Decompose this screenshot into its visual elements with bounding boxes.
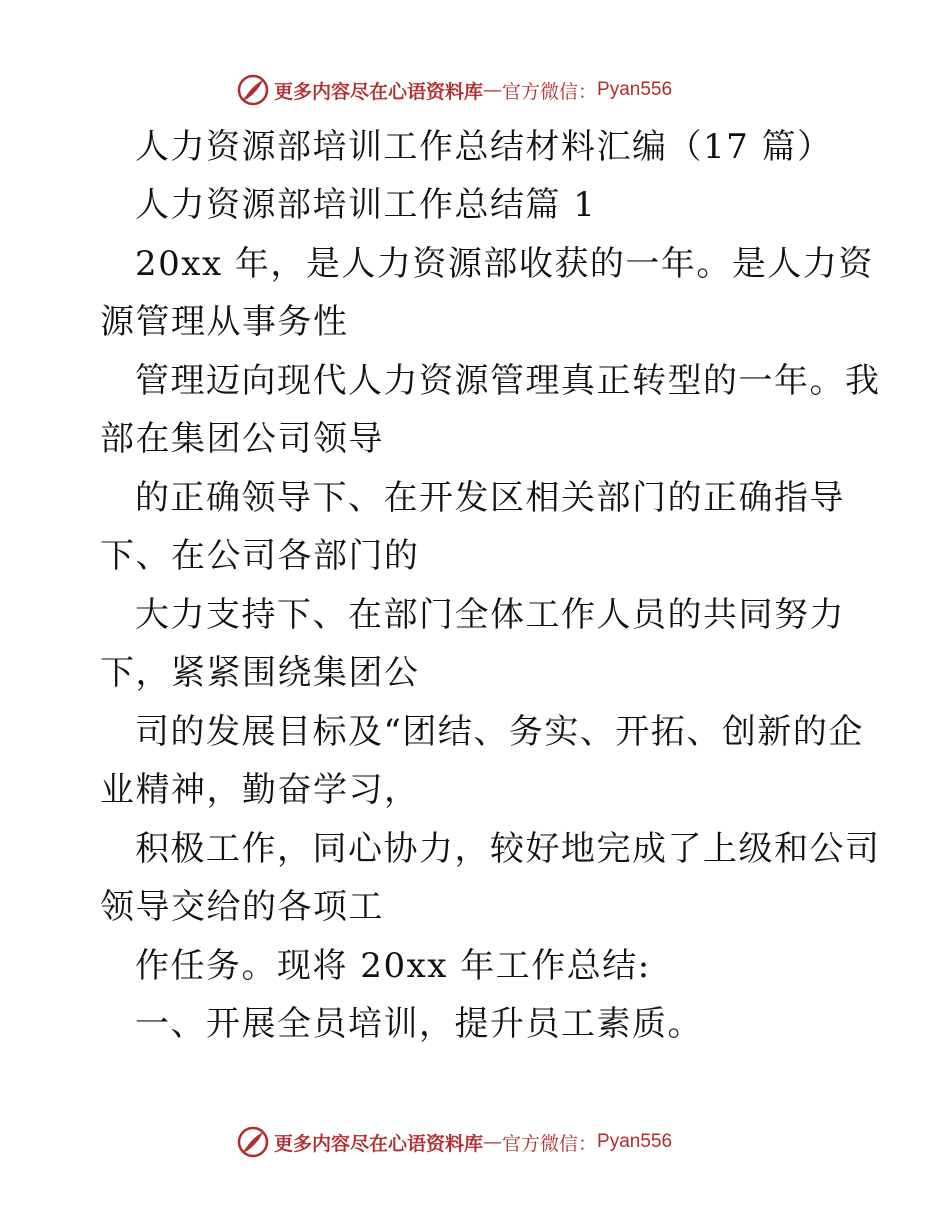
paragraph-line: 部在集团公司领导 — [100, 419, 384, 459]
section-heading: 一、开展全员培训，提升员工素质。 — [135, 1004, 703, 1044]
paragraph-line: 业精神，勤奋学习， — [100, 770, 420, 810]
quill-logo-icon — [236, 1125, 270, 1159]
footer-banner — [236, 1124, 672, 1160]
paragraph-line: 作任务。现将 20xx 年工作总结: — [135, 946, 651, 986]
section-heading: 人力资源部培训工作总结篇 1 — [135, 185, 597, 225]
banner-separator: — — [483, 1131, 503, 1153]
banner-suffix: 官方微信： — [502, 80, 598, 103]
banner-main-text: 更多内容尽在心语资料库 — [274, 1132, 484, 1155]
banner-main-text: 更多内容尽在心语资料库 — [274, 80, 484, 103]
document-title: 人力资源部培训工作总结材料汇编（17 篇） — [135, 127, 833, 167]
quill-logo-icon — [236, 73, 270, 107]
paragraph-line: 司的发展目标及“团结、务实、开拓、创新的企 — [135, 712, 864, 752]
banner-wechat-id: Pyan556 — [597, 1131, 673, 1152]
paragraph-line: 的正确领导下、在开发区相关部门的正确指导 — [135, 478, 845, 518]
banner-wechat-id: Pyan556 — [597, 79, 673, 100]
header-banner — [236, 72, 672, 108]
paragraph-line: 20xx 年，是人力资源部收获的一年。是人力资 — [135, 244, 874, 284]
paragraph-line: 下，紧紧围绕集团公 — [100, 653, 420, 693]
banner-suffix: 官方微信： — [502, 1132, 598, 1155]
paragraph-line: 积极工作，同心协力，较好地完成了上级和公司 — [135, 829, 881, 869]
paragraph-line: 大力支持下、在部门全体工作人员的共同努力 — [135, 595, 845, 635]
banner-separator: — — [483, 79, 503, 101]
paragraph-line: 管理迈向现代人力资源管理真正转型的一年。我 — [135, 361, 881, 401]
paragraph-line: 下、在公司各部门的 — [100, 536, 420, 576]
paragraph-line: 源管理从事务性 — [100, 302, 349, 342]
paragraph-line: 领导交给的各项工 — [100, 887, 384, 927]
